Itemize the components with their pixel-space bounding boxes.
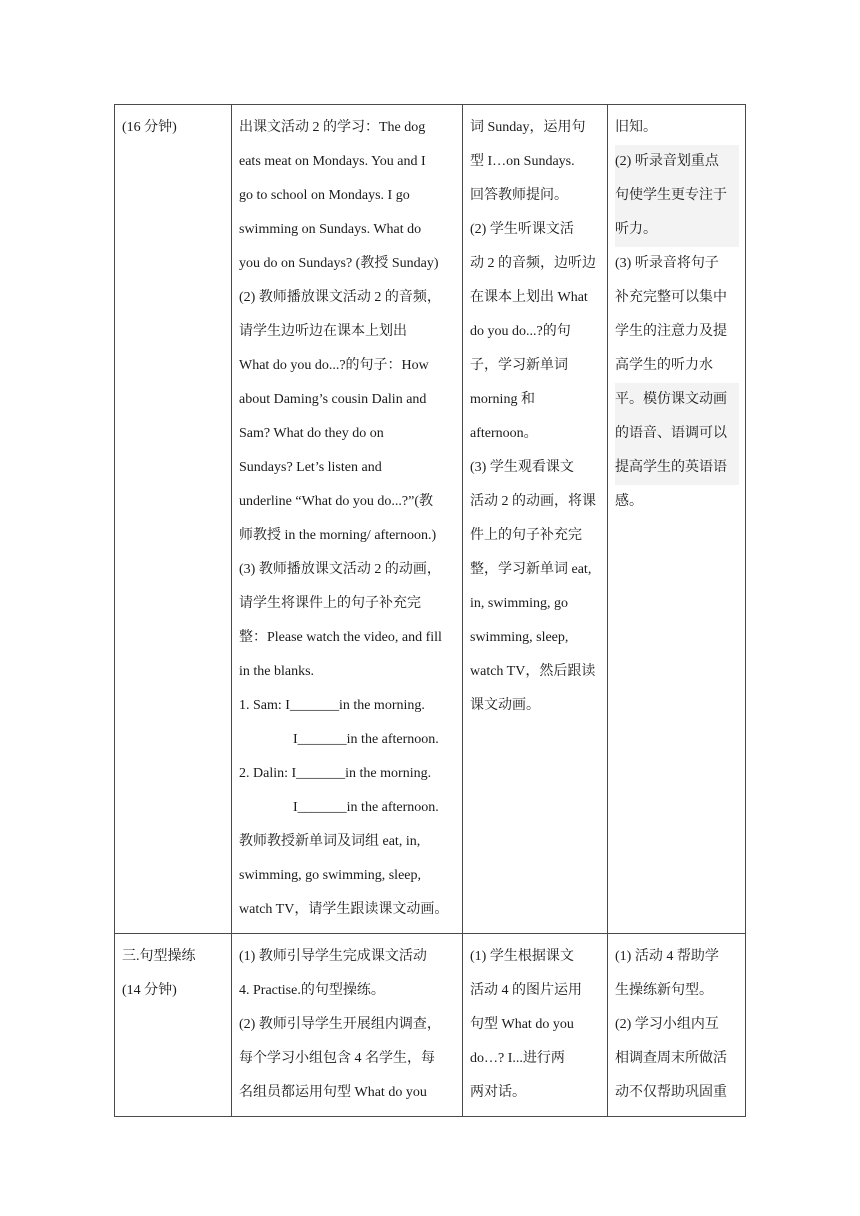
design-intent-line: (3) 听录音将句子 (615, 256, 719, 271)
design-intent-line: (2) 学习小组内互 (615, 1017, 719, 1032)
student-activity-line: do…? I...进行两 (470, 1051, 565, 1066)
teacher-activity-line: 名组员都运用句型 What do you (239, 1085, 427, 1100)
teacher-activity-line: go to school on Mondays. I go (239, 188, 410, 203)
table-row (115, 934, 746, 1117)
teacher-activity-line: 请学生边听边在课本上划出 (239, 324, 407, 339)
student-activity-line: swimming, sleep, (470, 630, 569, 645)
student-activity-line: watch TV，然后跟读 (470, 664, 596, 679)
teacher-activity-line: 4. Practise.的句型操练。 (239, 983, 385, 998)
design-intent-cell (608, 105, 746, 934)
design-intent-line: 生操练新句型。 (615, 983, 713, 998)
lesson-plan-table (114, 104, 746, 1117)
teacher-activity-line: eats meat on Mondays. You and I (239, 154, 426, 169)
teacher-activity-line: (2) 教师播放课文活动 2 的音频， (239, 290, 441, 305)
student-activity-line: (1) 学生根据课文 (470, 949, 574, 964)
teacher-activity-line: 1. Sam: I_______in the morning. (239, 698, 425, 713)
student-activity-line: do you do...?的句 (470, 324, 571, 339)
student-activity-line: 两对话。 (470, 1085, 526, 1100)
step-cell (115, 105, 232, 934)
design-intent-line: (1) 活动 4 帮助学 (615, 949, 719, 964)
teacher-activity-line: 师教授 in the morning/ afternoon.) (239, 528, 437, 543)
teacher-activity-line: you do on Sundays? (教授 Sunday) (239, 256, 439, 271)
student-activity-line: (2) 学生听课文活 (470, 222, 574, 237)
teacher-activity-line: 请学生将课件上的句子补充完 (239, 596, 421, 611)
design-intent-line: 平。模仿课文动画 (615, 383, 739, 417)
teacher-activity-line: in the blanks. (239, 664, 315, 679)
teacher-activity-line: 2. Dalin: I_______in the morning. (239, 766, 432, 781)
teacher-activity-line: (2) 教师引导学生开展组内调查， (239, 1017, 441, 1032)
design-intent-line: 相调查周末所做活 (615, 1051, 727, 1066)
teacher-activity-line: about Daming’s cousin Dalin and (239, 392, 427, 407)
student-activity-line: afternoon。 (470, 426, 538, 441)
teacher-activity-line: What do you do...?的句子：How (239, 358, 429, 373)
design-intent-cell (608, 934, 746, 1117)
teacher-activity-line: I_______in the afternoon. (293, 732, 439, 747)
student-activity-line: 课文动画。 (470, 698, 540, 713)
teacher-activity-line: 出课文活动 2 的学习：The dog (239, 120, 426, 135)
teacher-activity-line: underline “What do you do...?”(教 (239, 494, 433, 509)
student-activity-cell (463, 934, 608, 1117)
teacher-activity-line: 每个学习小组包含 4 名学生，每 (239, 1051, 435, 1066)
teacher-activity-line: 教师教授新单词及词组 eat, in, (239, 834, 421, 849)
student-activity-cell (463, 105, 608, 934)
teacher-activity-line: Sam? What do they do on (239, 426, 384, 441)
teacher-activity-cell (232, 105, 463, 934)
design-intent-line: 感。 (615, 494, 643, 509)
step-text: (14 分钟) (122, 983, 177, 998)
teacher-activity-line: watch TV，请学生跟读课文动画。 (239, 902, 449, 917)
student-activity-line: 动 2 的音频，边听边 (470, 256, 596, 271)
student-activity-line: 回答教师提问。 (470, 188, 568, 203)
student-activity-line: 句型 What do you (470, 1017, 574, 1032)
step-cell (115, 934, 232, 1117)
teacher-activity-cell (232, 934, 463, 1117)
student-activity-line: 活动 4 的图片运用 (470, 983, 582, 998)
step-text: 三.句型操练 (122, 949, 196, 964)
student-activity-line: 子，学习新单词 (470, 358, 568, 373)
teacher-activity-line: swimming, go swimming, sleep, (239, 868, 421, 883)
step-text: (16 分钟) (122, 120, 177, 135)
design-intent-line: 的语音、语调可以 (615, 417, 739, 451)
teacher-activity-line: swimming on Sundays. What do (239, 222, 422, 237)
design-intent-line: 学生的注意力及提 (615, 324, 727, 339)
student-activity-line: 整，学习新单词 eat, (470, 562, 592, 577)
student-activity-line: 在课本上划出 What (470, 290, 588, 305)
table-row (115, 105, 746, 934)
teacher-activity-line: (3) 教师播放课文活动 2 的动画， (239, 562, 441, 577)
design-intent-line: 补充完整可以集中 (615, 290, 727, 305)
design-intent-line: 句使学生更专注于 (615, 179, 739, 213)
student-activity-line: 件上的句子补充完 (470, 528, 582, 543)
student-activity-line: 词 Sunday，运用句 (470, 120, 586, 135)
student-activity-line: (3) 学生观看课文 (470, 460, 574, 475)
design-intent-line: 提高学生的英语语 (615, 451, 739, 485)
student-activity-line: 型 I…on Sundays. (470, 154, 575, 169)
teacher-activity-line: Sundays? Let’s listen and (239, 460, 382, 475)
teacher-activity-line: I_______in the afternoon. (293, 800, 439, 815)
design-intent-line: 高学生的听力水 (615, 358, 713, 373)
student-activity-line: 活动 2 的动画，将课 (470, 494, 596, 509)
student-activity-line: in, swimming, go (470, 596, 569, 611)
design-intent-line: (2) 听录音划重点 (615, 145, 739, 179)
student-activity-line: morning 和 (470, 392, 535, 407)
design-intent-line: 旧知。 (615, 120, 657, 135)
design-intent-line: 动不仅帮助巩固重 (615, 1085, 727, 1100)
design-intent-line: 听力。 (615, 213, 739, 247)
teacher-activity-line: 整：Please watch the video, and fill (239, 630, 442, 645)
teacher-activity-line: (1) 教师引导学生完成课文活动 (239, 949, 427, 964)
